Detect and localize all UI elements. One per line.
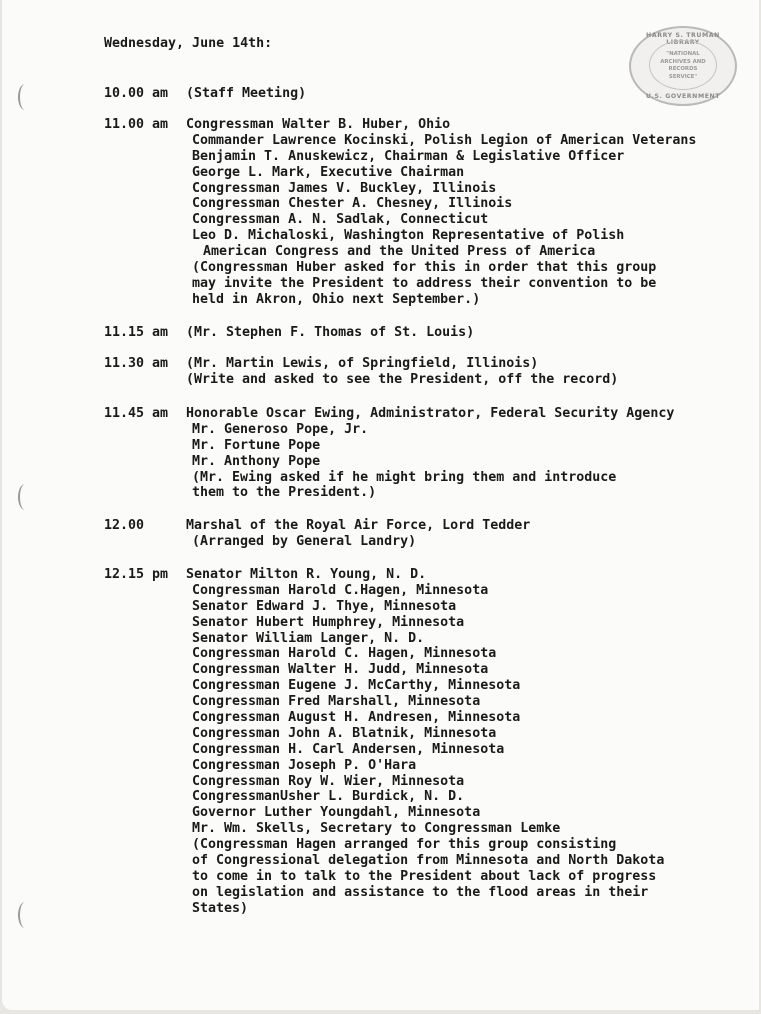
entry-line: Leo D. Michaloski, Washington Representative of Polish <box>192 228 625 244</box>
entry-line: Mr. Wm. Skells, Secretary to Congressman Lemke <box>192 821 561 837</box>
entry-line: Mr. Fortune Pope <box>192 437 321 453</box>
entry-line: (Congressman Hagen arranged for this group consisting <box>192 837 617 853</box>
entry-line: Mr. Generoso Pope, Jr. <box>192 421 369 437</box>
entry-line: Congressman Chester A. Chesney, Illinois <box>192 196 513 212</box>
stamp-center-line: RECORDS <box>668 66 698 72</box>
entry-line: (Write and asked to see the President, off the record) <box>186 371 619 387</box>
entry-time: 11.15 am <box>104 325 169 340</box>
stamp-center-line: SERVICE" <box>668 73 698 80</box>
entry-line: of Congressional delegation from Minnesota and North Dakota <box>192 853 665 869</box>
page-heading: Wednesday, June 14th: <box>104 36 273 51</box>
entry-lines <box>186 406 674 501</box>
entry-line: Congressman Walter B. Huber, Ohio <box>186 117 451 132</box>
entry-line: Congressman Harold C.Hagen, Minnesota <box>192 582 489 598</box>
entry-time: 11.00 am <box>104 117 169 132</box>
entry-time: 11.30 am <box>104 356 169 371</box>
entry-line: Benjamin T. Anuskewicz, Chairman & Legislative Officer <box>192 148 625 164</box>
entry-line: Honorable Oscar Ewing, Administrator, Federal Security Agency <box>186 406 675 421</box>
stamp-center-text <box>631 51 735 81</box>
document-page <box>2 0 759 1010</box>
stamp-bottom-text: U.S. GOVERNMENT <box>645 93 721 100</box>
entry-line: Congressman August H. Andresen, Minnesota <box>192 710 521 726</box>
entry-line: Governor Luther Youngdahl, Minnesota <box>192 805 481 821</box>
entry-line: (Staff Meeting) <box>186 86 307 101</box>
entry-line: Senator William Langer, N. D. <box>192 630 425 646</box>
entry-line: Senator Milton R. Young, N. D. <box>186 567 427 582</box>
entry-line: to come in to talk to the President about lack of progress <box>192 868 657 884</box>
entry-line: (Arranged by General Landry) <box>192 533 417 549</box>
entry-time: 11.45 am <box>104 406 169 421</box>
entry-lines <box>186 567 664 917</box>
entry-time: 10.00 am <box>104 86 169 101</box>
binder-hole <box>18 484 32 510</box>
entry-line: Senator Edward J. Thye, Minnesota <box>192 598 457 614</box>
entry-line: on legislation and assistance to the flood areas in their <box>192 884 649 900</box>
entry-line: Congressman Fred Marshall, Minnesota <box>192 694 481 710</box>
entry-line: them to the President.) <box>192 485 377 501</box>
entry-line: Marshal of the Royal Air Force, Lord Tedder <box>186 518 531 533</box>
entry-line: States) <box>192 900 249 916</box>
entry-line: American Congress and the United Press of America <box>203 244 596 260</box>
stamp-top-text: HARRY S. TRUMAN LIBRARY <box>646 32 720 46</box>
entry-line: (Mr. Martin Lewis, of Springfield, Illinois) <box>186 356 539 371</box>
entry-line: may invite the President to address their convention to be <box>192 275 657 291</box>
entry-line: Congressman James V. Buckley, Illinois <box>192 180 497 196</box>
entry-line: (Congressman Huber asked for this in order that this group <box>192 260 657 276</box>
entry-lines <box>186 325 474 341</box>
binder-hole <box>18 902 32 928</box>
entry-line: (Mr. Ewing asked if he might bring them and introduce <box>192 469 617 485</box>
entry-line: Congressman Walter H. Judd, Minnesota <box>192 662 489 678</box>
entry-line: Senator Hubert Humphrey, Minnesota <box>192 614 465 630</box>
entry-line: Congressman A. N. Sadlak, Connecticut <box>192 212 489 228</box>
entry-line: Congressman H. Carl Andersen, Minnesota <box>192 741 505 757</box>
archive-stamp <box>629 26 737 106</box>
entry-line: CongressmanUsher L. Burdick, N. D. <box>192 789 465 805</box>
entry-line: Congressman Joseph P. O'Hara <box>192 757 417 773</box>
entry-line: Commander Lawrence Kocinski, Polish Legion of American Veterans <box>192 132 697 148</box>
entry-lines <box>186 356 618 388</box>
stamp-center-line: "NATIONAL <box>666 51 700 57</box>
entry-lines <box>186 518 530 550</box>
entry-lines <box>186 86 306 102</box>
binder-hole <box>18 84 32 110</box>
entry-line: George L. Mark, Executive Chairman <box>192 164 465 180</box>
entry-line: Congressman Eugene J. McCarthy, Minnesota <box>192 678 521 694</box>
entry-line: (Mr. Stephen F. Thomas of St. Louis) <box>186 325 475 340</box>
entry-line: Congressman Harold C. Hagen, Minnesota <box>192 646 497 662</box>
entry-time: 12.00 <box>104 518 145 533</box>
entry-line: held in Akron, Ohio next September.) <box>192 291 481 307</box>
entry-lines <box>186 117 696 308</box>
stamp-center-line: ARCHIVES AND <box>660 58 706 65</box>
entry-line: Congressman John A. Blatnik, Minnesota <box>192 725 497 741</box>
entry-line: Congressman Roy W. Wier, Minnesota <box>192 773 465 789</box>
entry-line: Mr. Anthony Pope <box>192 453 321 469</box>
entry-time: 12.15 pm <box>104 567 169 582</box>
